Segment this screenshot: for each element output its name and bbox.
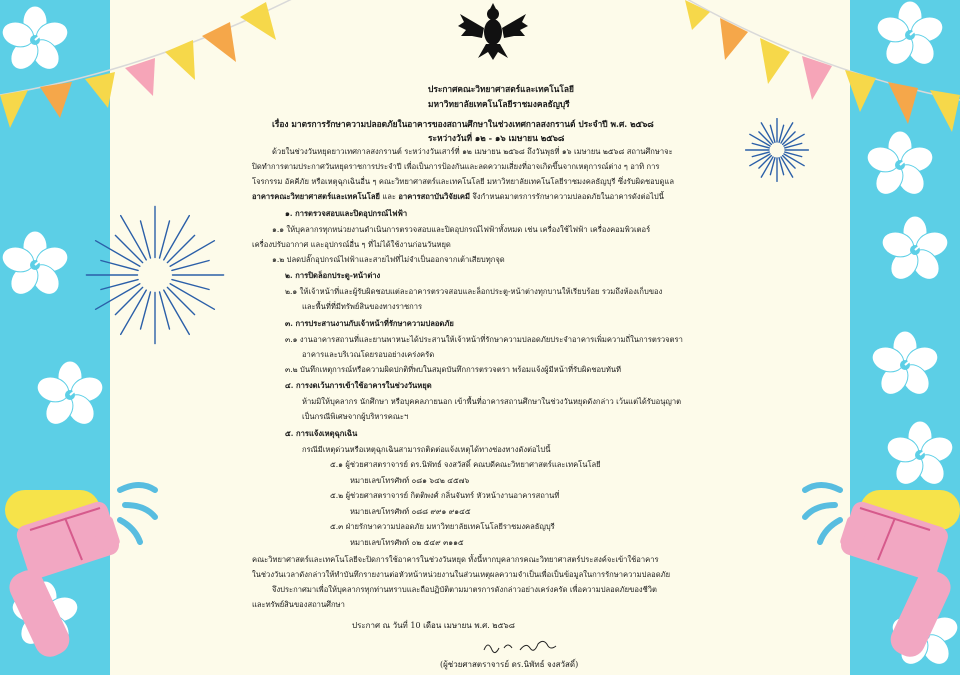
intro-line-1: ด้วยในช่วงวันหยุดยาวเทศกาลสงกรานต์ ระหว่างวันเสาร์ที่ ๑๒ เมษายน ๒๕๖๘ ถึงวันพุธที่ ๑๖ เมษายน ๒๕๖๘ สถานศึกษาจะ [272, 147, 673, 156]
contact-1: ๕.๑ ผู้ช่วยศาสตราจารย์ ดร.นิพัทธ์ จงสวัสดิ์ คณบดีคณะวิทยาศาสตร์และเทคโนโลยี [330, 460, 601, 469]
garuda-emblem-icon [458, 0, 528, 62]
contact-2: ๕.๒ ผู้ช่วยศาสตราจารย์ กิตติพงศ์ กลิ่นจันทร์ หัวหน้างานอาคารสถานที่ [330, 491, 560, 500]
firework-burst-icon [85, 205, 225, 345]
announcement-document [240, 0, 760, 675]
hibiscus-flower-icon [870, 330, 940, 400]
intro-line-3: โจรกรรม อัคคีภัย หรือเหตุฉุกเฉินอื่น ๆ คณะวิทยาศาสตร์และเทคโนโลยี มหาวิทยาลัยเทคโนโลยีราชมงคลธัญบุรี ซึ่งรับผิดชอบดูแล [252, 177, 675, 186]
section-5-intro: กรณีมีเหตุด่วนหรือเหตุฉุกเฉินสามารถติดต่อแจ้งเหตุได้ทางช่องทางดังต่อไปนี้ [302, 445, 551, 454]
section-1-1b: เครื่องปรับอากาศ และอุปกรณ์อื่น ๆ ที่ไม่ได้ใช้งานก่อนวันหยุด [252, 240, 451, 249]
building-chem: อาคารสถาบันวิจัยเคมี [398, 192, 471, 201]
section-4-a: ห้ามมิให้บุคลากร นักศึกษา หรือบุคคลภายนอก เข้าพื้นที่อาคารสถานศึกษาในช่วงวันหยุดดังกล่าว เว้นแต่ได้รับอนุญาต [302, 397, 682, 406]
section-4-b: เป็นกรณีพิเศษจากผู้บริหารคณะฯ [302, 412, 409, 421]
closing-line-4: และทรัพย์สินของสถานศึกษา [252, 600, 345, 609]
intro-line-4 [252, 193, 664, 201]
issuer-line-2: มหาวิทยาลัยเทคโนโลยีราชมงคลธัญบุรี [428, 99, 570, 109]
section-2-1b: และพื้นที่ที่มีทรัพย์สินของทางราชการ [302, 302, 423, 311]
intro-tail: จึงกำหนดมาตรการรักษาความปลอดภัยในอาคารดังต่อไปนี้ [470, 192, 664, 201]
section-3-1a: ๓.๑ งานอาคารสถานที่และยานพาหนะได้ประสานให้เจ้าหน้าที่รักษาความปลอดภัยประจำอาคารเพิ่มความถี่ในการตรวจตรา [285, 335, 683, 344]
intro-and: และ [379, 192, 399, 201]
closing-line-2: ในช่วงวันเวลาดังกล่าวให้ทำบันทึกรายงานต่อหัวหน้าหน่วยงานในส่วนเหตุผลความจำเป็นเพื่อเป็นข้อมูลในการรักษาความปลอดภัย [252, 570, 671, 579]
section-1-1a: ๑.๑ ให้บุคลากรทุกหน่วยงานดำเนินการตรวจสอบและปิดอุปกรณ์ไฟฟ้าทั้งหมด เช่น เครื่องใช้ไฟฟ้า เครื่องคอมพิวเตอร์ [272, 225, 651, 234]
section-3-2: ๓.๒ บันทึกเหตุการณ์หรือความผิดปกติที่พบในสมุดบันทึกการตรวจตรา พร้อมแจ้งผู้มีหน้าที่รับผิดชอบทันที [285, 365, 622, 374]
section-4-title: ๔. การงดเว้นการเข้าใช้อาคารในช่วงวันหยุด [285, 381, 432, 390]
signature-scribble [480, 638, 560, 656]
intro-line-2: ปิดทำการตามประกาศวันหยุดราชการประจำปี เพื่อเป็นการป้องกันและลดความเสี่ยงที่อาจเกิดขึ้นจากเหตุการณ์ต่าง ๆ อาทิ การ [252, 162, 660, 171]
section-1-2: ๑.๒ ปลดปลั๊กอุปกรณ์ไฟฟ้าและสายไฟที่ไม่จำเป็นออกจากเต้าเสียบทุกจุด [272, 255, 505, 264]
issuer-line-1: ประกาศคณะวิทยาศาสตร์และเทคโนโลยี [428, 84, 574, 94]
hibiscus-flower-icon [35, 360, 105, 430]
water-gun-icon [800, 460, 960, 670]
contact-3: ๕.๓ ฝ่ายรักษาความปลอดภัย มหาวิทยาลัยเทคโนโลยีราชมงคลธัญบุรี [330, 522, 555, 531]
hibiscus-flower-icon [0, 5, 70, 75]
section-2-title: ๒. การปิดล็อกประตู-หน้าต่าง [285, 271, 381, 280]
section-3-1b: อาคารและบริเวณโดยรอบอย่างเคร่งครัด [302, 350, 435, 359]
contact-3-phone: หมายเลขโทรศัพท์ ๐๒ ๕๔๙ ๓๑๑๕ [350, 538, 464, 547]
document-period: ระหว่างวันที่ ๑๒ - ๑๖ เมษายน ๒๕๖๘ [428, 133, 565, 143]
closing-line-3: จึงประกาศมาเพื่อให้บุคลากรทุกท่านทราบและถือปฏิบัติตามมาตรการดังกล่าวอย่างเคร่งครัด เพื่อความปลอดภัยของชีวิต [272, 585, 657, 594]
announcement-date: ประกาศ ณ วันที่ 10 เดือน เมษายน พ.ศ. ๒๕๖๘ [352, 621, 515, 630]
hibiscus-flower-icon [0, 230, 70, 300]
signer-name: (ผู้ช่วยศาสตราจารย์ ดร.นิพัทธ์ จงสวัสดิ์) [440, 660, 579, 669]
hibiscus-flower-icon [880, 215, 950, 285]
section-1-title: ๑. การตรวจสอบและปิดอุปกรณ์ไฟฟ้า [285, 209, 408, 218]
section-2-1a: ๒.๑ ให้เจ้าหน้าที่และผู้รับผิดชอบแต่ละอาคารตรวจสอบและล็อกประตู-หน้าต่างทุกบานให้เรียบร้อย รวมถึงห้องเก็บของ [285, 287, 663, 296]
hibiscus-flower-icon [875, 0, 945, 70]
contact-1-phone: หมายเลขโทรศัพท์ ๐๘๑ ๖๔๒ ๔๕๗๖ [350, 476, 470, 485]
building-science: อาคารคณะวิทยาศาสตร์และเทคโนโลยี [252, 192, 380, 201]
closing-line-1: คณะวิทยาศาสตร์และเทคโนโลยีจะปิดการใช้อาคารในช่วงวันหยุด ทั้งนี้หากบุคลากรคณะวิทยาศาสตร์ประสงค์จะเข้าใช้อาคาร [252, 555, 659, 564]
document-subject: เรื่อง มาตรการรักษาความปลอดภัยในอาคารของสถานศึกษาในช่วงเทศกาลสงกรานต์ ประจำปี พ.ศ. ๒๕๖๘ [272, 119, 654, 129]
section-3-title: ๓. การประสานงานกับเจ้าหน้าที่รักษาความปลอดภัย [285, 319, 454, 328]
hibiscus-flower-icon [865, 130, 935, 200]
section-5-title: ๕. การแจ้งเหตุฉุกเฉิน [285, 429, 358, 438]
contact-2-phone: หมายเลขโทรศัพท์ ๐๘๘ ๙๙๑ ๙๑๔๕ [350, 507, 471, 516]
water-gun-icon [0, 460, 160, 670]
